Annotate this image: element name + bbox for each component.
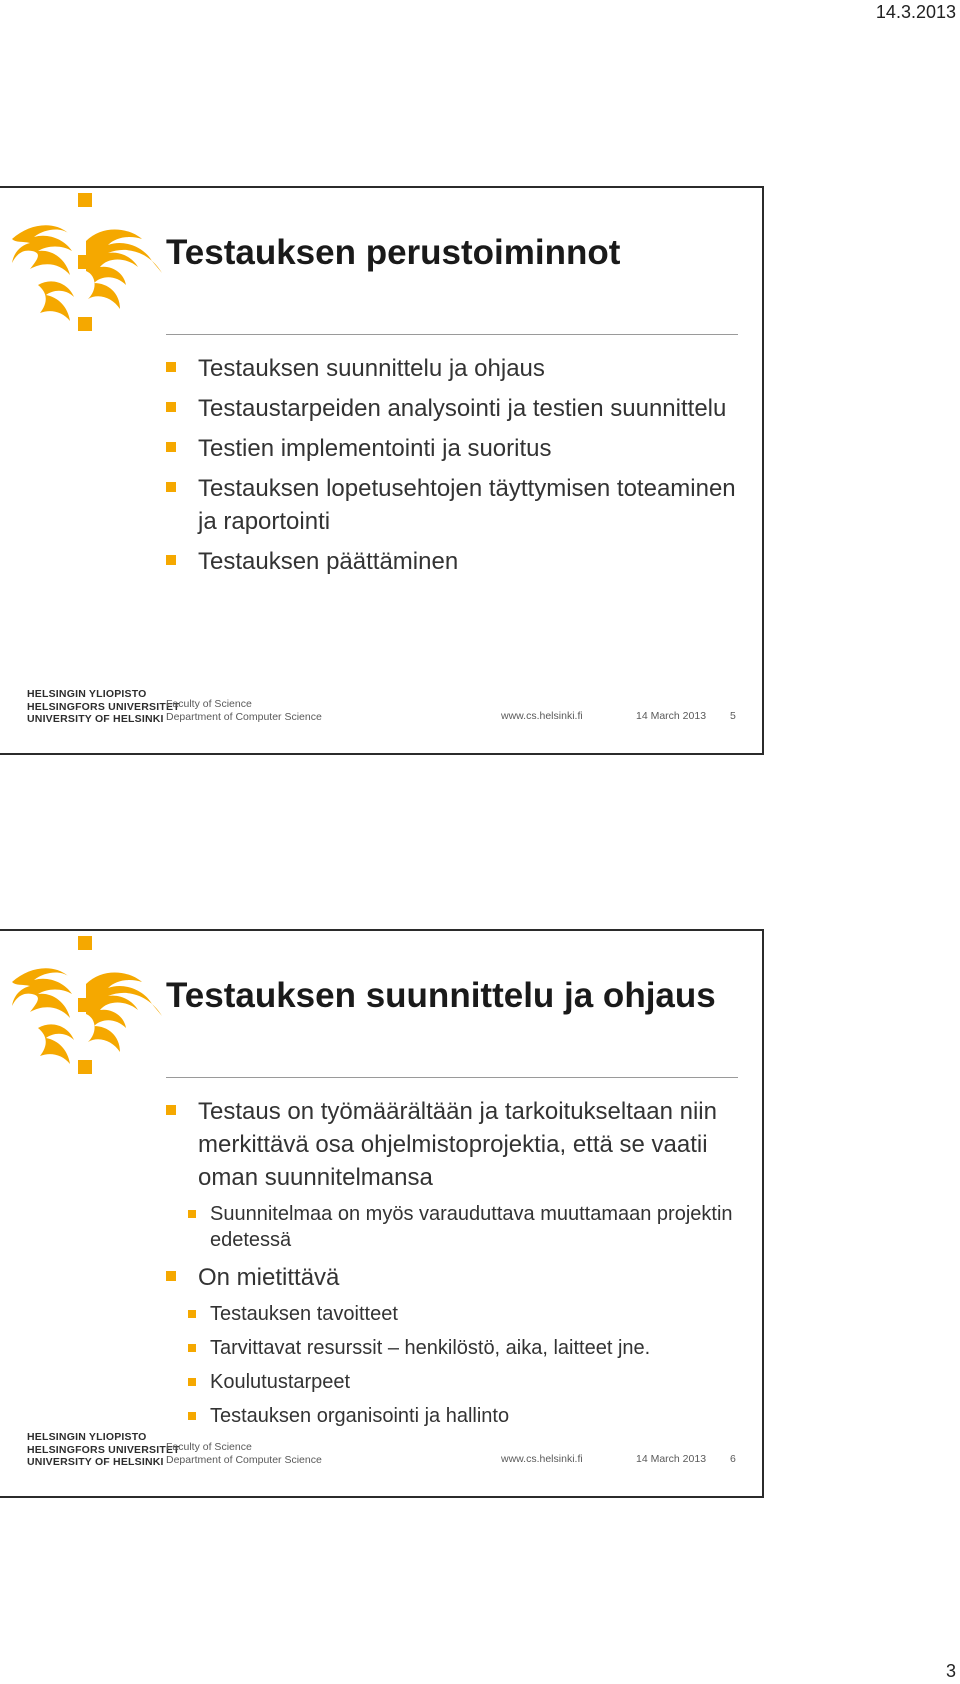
university-name-fi: HELSINGIN YLIOPISTO (27, 688, 147, 700)
bullet-item: Testauksen päättäminen (166, 545, 746, 578)
slide-6 (0, 929, 764, 1498)
faculty-name: Faculty of Science (166, 698, 252, 710)
slide-number: 6 (730, 1453, 736, 1465)
slide-number: 5 (730, 710, 736, 722)
university-name-fi: HELSINGIN YLIOPISTO (27, 1431, 147, 1443)
sub-bullet-item: Testauksen tavoitteet (188, 1301, 746, 1327)
faculty-name: Faculty of Science (166, 1441, 252, 1453)
page-date: 14.3.2013 (875, 2, 956, 22)
bullet-item: On mietittävä (166, 1261, 746, 1294)
university-name-en: UNIVERSITY OF HELSINKI (27, 1456, 164, 1468)
footer-date: 14 March 2013 (636, 710, 707, 722)
footer-url: www.cs.helsinki.fi (501, 710, 583, 722)
slide-title: Testauksen suunnittelu ja ohjaus (166, 976, 716, 1015)
university-name-en: UNIVERSITY OF HELSINKI (27, 713, 164, 725)
flame-logo-icon (8, 936, 166, 1076)
slide-title: Testauksen perustoiminnot (166, 233, 621, 272)
bullet-item: Testauksen lopetusehtojen täyttymisen toteaminen ja raportointi (166, 472, 746, 538)
department-name: Department of Computer Science (166, 1453, 322, 1466)
bullet-list (166, 1095, 746, 1437)
faculty-info (166, 1441, 322, 1466)
bullet-item: Testaustarpeiden analysointi ja testien suunnittelu (166, 392, 746, 425)
university-name-sv: HELSINGFORS UNIVERSITET (27, 1443, 180, 1456)
university-logo-text (27, 688, 180, 726)
bullet-list (166, 352, 746, 585)
footer-date: 14 March 2013 (636, 1453, 707, 1465)
slide-footer (0, 1430, 762, 1478)
bullet-item: Testaus on työmäärältään ja tarkoitukseltaan niin merkittävä osa ohjelmistoprojektia, että se vaatii oman suunnitelmansa (166, 1095, 746, 1194)
slide-footer (0, 687, 762, 735)
title-divider (166, 1077, 738, 1078)
faculty-info (166, 698, 322, 723)
title-divider (166, 334, 738, 335)
sub-bullet-item: Testauksen organisointi ja hallinto (188, 1403, 746, 1429)
sub-bullet-item: Tarvittavat resurssit – henkilöstö, aika, laitteet jne. (188, 1335, 746, 1361)
university-name-sv: HELSINGFORS UNIVERSITET (27, 700, 180, 713)
bullet-item: Testien implementointi ja suoritus (166, 432, 746, 465)
slide-5 (0, 186, 764, 755)
sub-bullet-item: Suunnitelmaa on myös varauduttava muuttamaan projektin edetessä (188, 1201, 746, 1253)
university-logo-text (27, 1431, 180, 1469)
page-number: 3 (945, 1661, 956, 1681)
department-name: Department of Computer Science (166, 710, 322, 723)
flame-logo-icon (8, 193, 166, 333)
sub-bullet-item: Koulutustarpeet (188, 1369, 746, 1395)
bullet-item: Testauksen suunnittelu ja ohjaus (166, 352, 746, 385)
footer-url: www.cs.helsinki.fi (501, 1453, 583, 1465)
